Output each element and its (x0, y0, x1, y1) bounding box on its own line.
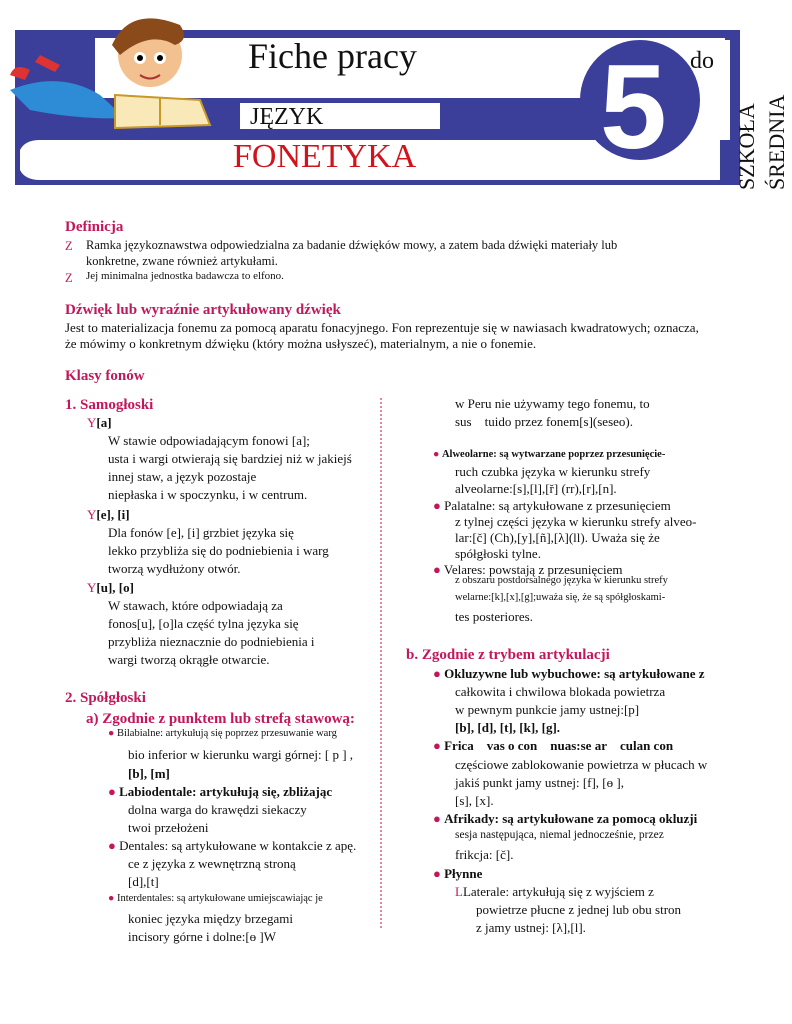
bilabialne-line-1: Bilabialne: artykułują się poprzez przesuwanie warg (116, 728, 337, 739)
subject-label: JĘZYK (250, 104, 324, 130)
pal-line-3: lar:[č] (Ch),[y],[ñ],[λ](ll). Uważa się że (455, 530, 660, 545)
bullet-icon: ● (108, 893, 115, 904)
definicja-bullet-2-glyph: Z (65, 271, 73, 285)
bilabialne-line-3: [b], [m] (128, 766, 170, 781)
vowel-a-line-4: niepłaska i w spoczynku, i w centrum. (108, 487, 308, 502)
afr-line-1: Afrikady: są artykułowane za pomocą okluzji (444, 811, 698, 826)
vowel-a-line-2: usta i wargi otwierają się bardziej niż w jakiejś (108, 451, 352, 466)
bullet-icon: ● (433, 738, 441, 753)
column-divider (380, 398, 382, 928)
vowel-uo-line-2: fonos[u], [o]la część tylna języka się (108, 616, 299, 631)
b-heading: b. Zgodnie z trybem artykulacji (406, 647, 610, 663)
vel-line-3: welarne:[k],[x],[g];uważa się, że są spółgłoskami- (455, 592, 666, 603)
bullet-icon: ● (433, 866, 441, 881)
bullet-icon: ● (108, 728, 115, 739)
alv-line-1: Alweolarne: są wytwarzane poprzez przesunięcie- (441, 449, 666, 460)
afr-line-3: frikcja: [č]. (455, 847, 514, 862)
vowel-uo-line-3: przybliża nieznacznie do podniebienia i (108, 634, 315, 649)
lat-line-3: z jamy ustnej: [λ],[l]. (476, 920, 586, 935)
lat-glyph: L (455, 884, 463, 899)
vowel-a-line-1: W stawie odpowiadającym fonowi [a]; (108, 433, 310, 448)
vowel-ei-row (87, 506, 130, 525)
pal-line-2: z tylnej części języka w kierunku strefy alveo- (455, 514, 697, 529)
spolgloski-heading: 2. Spółgłoski (65, 690, 146, 706)
vel-line-2: z obszaru postdorsalnego języka w kierunku strefy (455, 575, 668, 586)
inter-line-2: koniec języka między brzegami (128, 911, 293, 926)
pl-line-1: Płynne (444, 866, 483, 881)
lat-line-1: Laterale: artykułują się z wyjściem z (462, 884, 654, 899)
bullet-icon: ● (433, 562, 441, 577)
vowel-uo-row (87, 579, 134, 598)
bilabialne-line-2: bio inferior w kierunku wargi górnej: [ p ] , (128, 747, 354, 762)
samogloski-heading: 1. Samogłoski (65, 397, 154, 413)
labio-line-1: Labiodentale: artykułują się, zbliżając (119, 784, 333, 799)
bullet-icon: ● (433, 811, 441, 826)
bullet-icon: ● (433, 666, 441, 681)
alv-line-3: alveolarne:[s],[l],[ř] (rr),[r],[n]. (455, 481, 617, 496)
peru-line-2: sus tuido przez fonem[s](seseo). (455, 414, 633, 429)
fric-line-3: jakiś punkt jamy ustnej: [f], [ɵ ], (455, 775, 624, 790)
fric-row (433, 737, 673, 756)
vowel-ei-line-2: lekko przybliża się do podniebienia i warg (108, 543, 329, 558)
okl-row (433, 665, 705, 684)
peru-line-1: w Peru nie używamy tego fonemu, to (455, 396, 650, 411)
vowel-uo-label: [u], [o] (96, 580, 134, 595)
pal-line-1: Palatalne: są artykułowane z przesunięciem (444, 498, 671, 513)
vowel-ei-line-3: tworzą wydłużony otwór. (108, 561, 241, 576)
alv-row (433, 449, 665, 460)
fric-line-2: częściowe zablokowanie powietrza w płucach w (455, 757, 708, 772)
pl-row (433, 865, 482, 884)
definicja-item-2: Jej minimalna jednostka badawcza to elfono. (86, 270, 284, 282)
dentales-line-3: [d],[t] (128, 874, 159, 889)
afr-line-2: sesja następująca, niemal jednocześnie, przez (455, 829, 664, 841)
labio-line-2: dolna warga do krawędzi siekaczy (128, 802, 307, 817)
vowel-a-glyph: Y (87, 415, 97, 430)
bullet-icon: ● (433, 498, 441, 513)
afr-row (433, 810, 697, 829)
vowel-ei-label: [e], [i] (96, 507, 130, 522)
dentales-line-1: Dentales: są artykułowane w kontakcie z apę. (119, 838, 357, 853)
definicja-heading: Definicja (65, 219, 124, 235)
okl-line-1: Okluzywne lub wybuchowe: są artykułowane z (444, 666, 705, 681)
dzwiek-text: Jest to materializacja fonemu za pomocą aparatu fonacyjnego. Fon reprezentuje się w nawiasach kwadratowych; oznacza, że mówimy o konkretnym dźwięku (który można usłyszeć), materialnym, a nie o fonemie. (65, 320, 699, 351)
labio-line-3: twoi przełożeni (128, 820, 209, 835)
badge-label: do (690, 48, 714, 74)
spolgloski-a-heading: a) Zgodnie z punktem lub strefą stawową: (86, 711, 355, 727)
vowel-uo-glyph: Y (87, 580, 97, 595)
vel-line-4: tes posteriores. (455, 609, 533, 624)
page-title: Fiche pracy (248, 36, 417, 76)
fric-line-1: Frica vas o con nuas:se ar culan con (444, 738, 674, 753)
vowel-ei-glyph: Y (87, 507, 97, 522)
bullet-icon: ● (108, 838, 116, 853)
side-label: SZKOŁA ŚREDNIA (734, 94, 789, 190)
vowel-uo-line-1: W stawach, które odpowiadają za (108, 598, 283, 613)
bullet-icon: ● (108, 784, 116, 799)
lat-line-2: powietrze płucne z jednej lub obu stron (476, 902, 682, 917)
fric-line-4: [s], [x]. (455, 793, 494, 808)
vowel-ei-line-1: Dla fonów [e], [i] grzbiet języka się (108, 525, 294, 540)
inter-row (108, 893, 323, 904)
alv-line-2: ruch czubka języka w kierunku strefy (455, 464, 651, 479)
inter-line-1: Interdentales: są artykułowane umiejscawiając je (116, 893, 323, 904)
definicja-item-1: Ramka językoznawstwa odpowiedzialna za badanie dźwięków mowy, a zatem bada dźwięki materiały lub konkretne, zwane również artykułami. (86, 238, 618, 268)
vowel-a-label: [a] (96, 415, 112, 430)
dentales-line-2: ce z języka z wewnętrzną stroną (128, 856, 296, 871)
okl-line-2: całkowita i chwilowa blokada powietrza (455, 684, 666, 699)
inter-line-3: incisory górne i dolne:[ɵ ]W (128, 929, 277, 944)
dentales-row (108, 837, 356, 856)
topic-title: FONETYKA (233, 138, 417, 175)
vowel-a-row (87, 414, 112, 433)
okl-line-3: w pewnym punkcie jamy ustnej:[p] (455, 702, 640, 717)
vel-line-1: Velares: powstają z przesunięciem (443, 562, 623, 577)
dzwiek-heading: Dźwięk lub wyraźnie artykułowany dźwięk (65, 302, 341, 318)
okl-line-4: [b], [d], [t], [k], [g]. (455, 720, 561, 735)
header-banner (0, 0, 789, 200)
pal-line-4: spółgłoski tylne. (455, 546, 541, 561)
bilabialne-row (108, 728, 337, 739)
bullet-icon: ● (433, 449, 440, 460)
klasy-heading: Klasy fonów (65, 368, 145, 384)
badge-five-glyph: 5 (600, 40, 667, 174)
definicja-bullet-1-glyph: Z (65, 239, 73, 253)
lat-row (455, 883, 654, 902)
labio-row (108, 783, 332, 802)
vowel-a-line-3: innej staw, a język pozostaje (108, 469, 257, 484)
vowel-uo-line-4: wargi tworzą okrągłe otwarcie. (108, 652, 270, 667)
